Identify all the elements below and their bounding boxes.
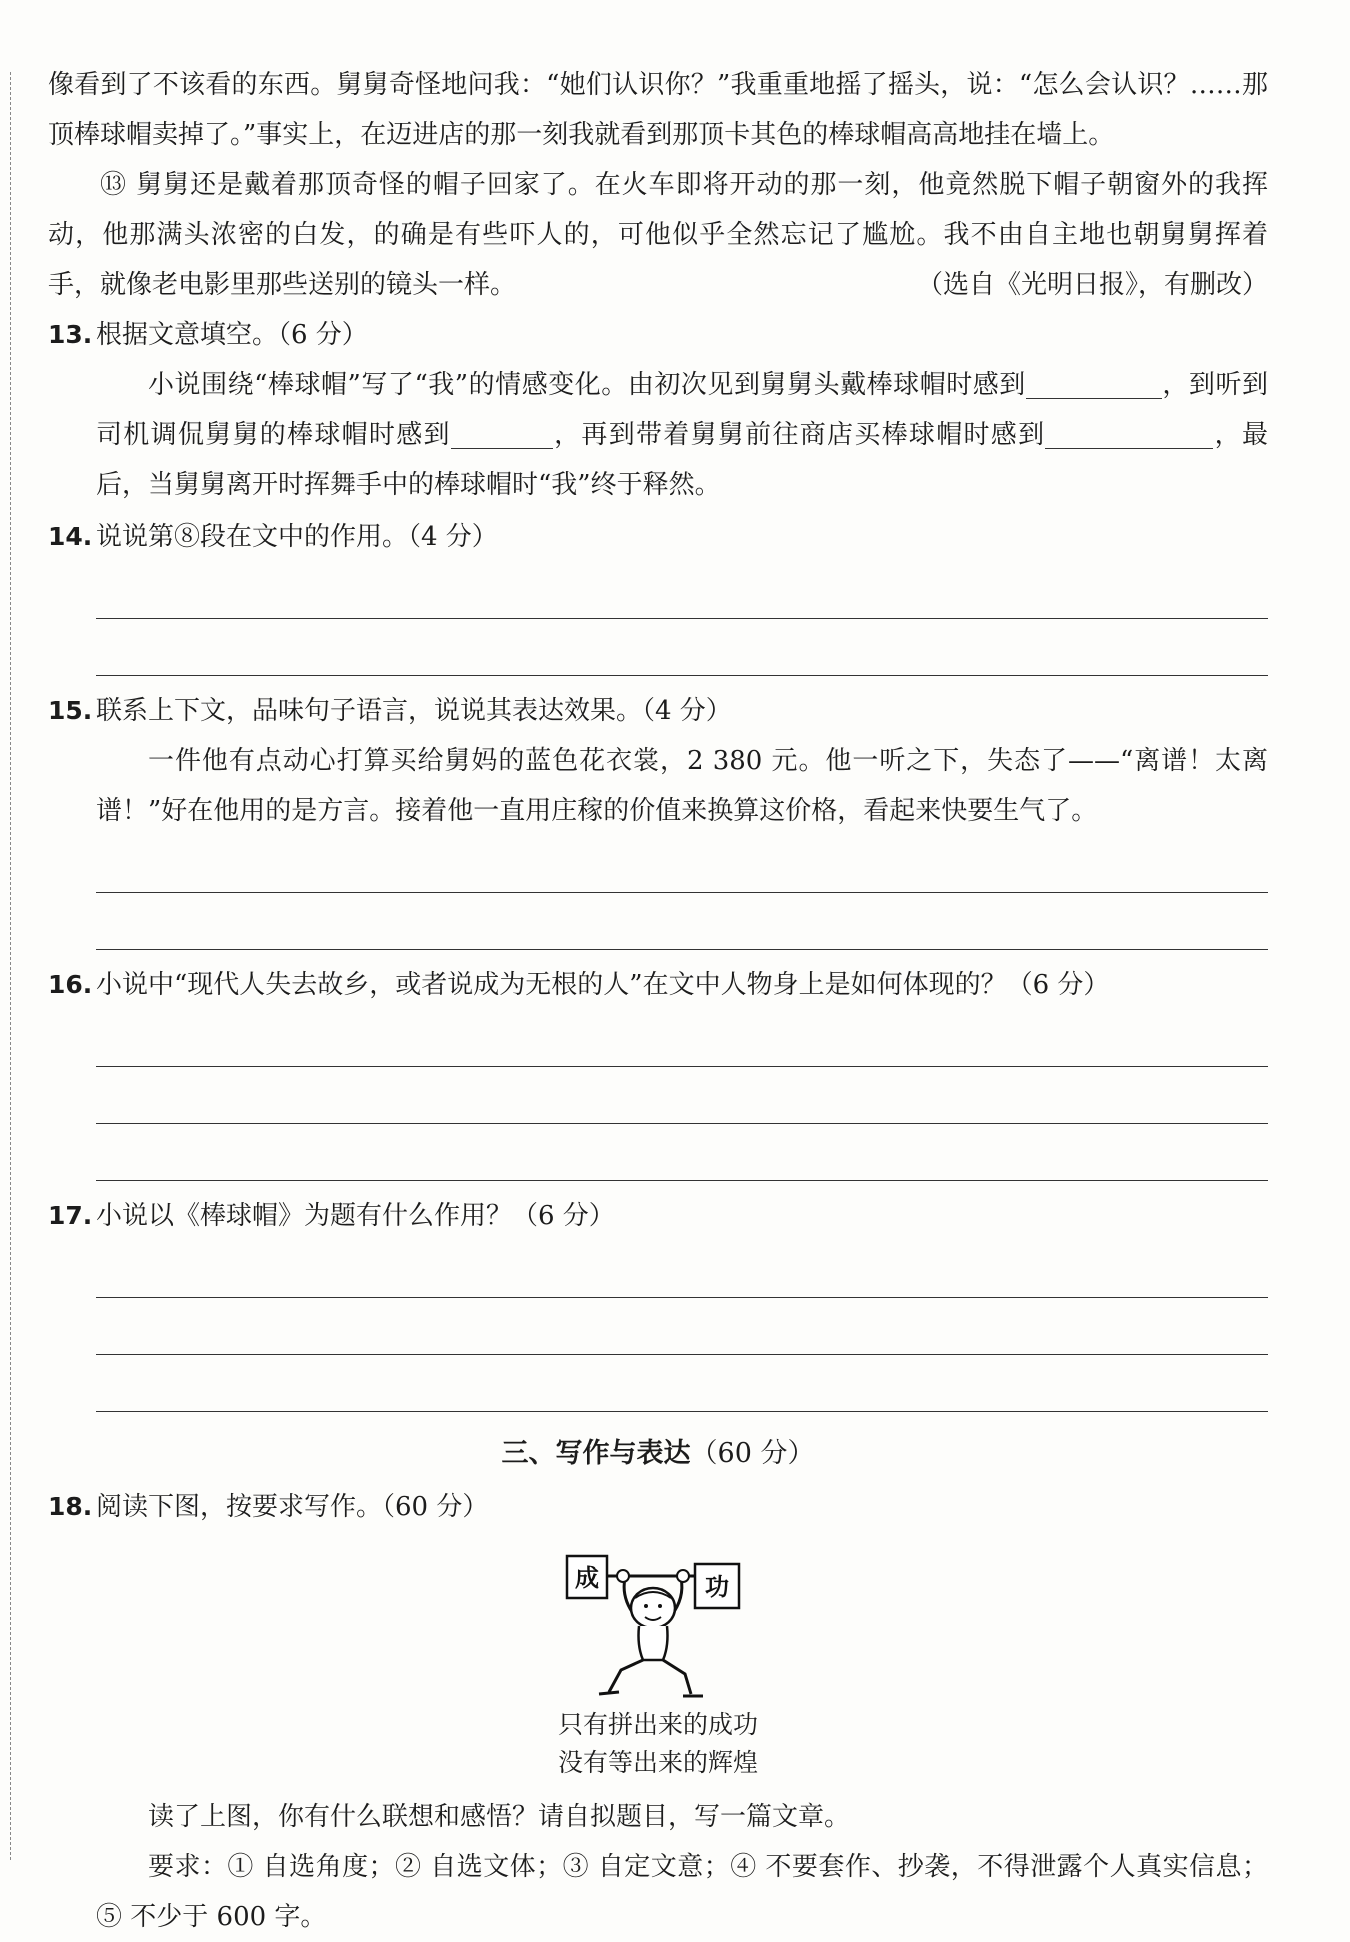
weightlifter-illustration bbox=[48, 1542, 1268, 1706]
fill-text: ， bbox=[1161, 370, 1189, 400]
answer-line[interactable] bbox=[96, 1241, 1268, 1298]
figure-caption-2: 没有等出来的辉煌 bbox=[557, 1748, 758, 1777]
exam-page bbox=[48, 60, 1268, 1942]
section-points: （60 分） bbox=[690, 1438, 815, 1469]
figure-caption-1: 只有拼出来的成功 bbox=[557, 1710, 758, 1739]
source-citation: （选自《光明日报》，有删改） bbox=[916, 270, 1268, 300]
answer-line[interactable] bbox=[96, 1010, 1268, 1067]
fill-blank-3a[interactable] bbox=[1045, 418, 1129, 449]
question-prompt: 联系上下文，品味句子语言，说说其表达效果。（4 分） bbox=[96, 696, 732, 726]
answer-line[interactable] bbox=[96, 1298, 1268, 1355]
question-number: 15. bbox=[48, 696, 93, 725]
passage-paragraph-end: 像看到了不该看的东西。舅舅奇怪地问我：“她们认识你？”我重重地摇了摇头，说：“怎么会认识？……那顶棒球帽卖掉了。”事实上，在迈进店的那一刻我就看到那顶卡其色的棒球帽高高地挂在墙上。 bbox=[48, 70, 1268, 150]
question-number: 18. bbox=[48, 1492, 93, 1521]
question-14 bbox=[48, 512, 1268, 562]
writing-requirements: 要求：① 自选角度；② 自选文体；③ 自定文意；④ 不要套作、抄袭，不得泄露个人真实信息；⑤ 不少于 600 字。 bbox=[96, 1852, 1268, 1932]
fill-text: ，再到带着舅舅前往商店买棒球帽时感到 bbox=[552, 420, 1046, 450]
question-prompt: 阅读下图，按要求写作。（60 分） bbox=[96, 1492, 489, 1522]
writing-instruction: 读了上图，你有什么联想和感悟？请自拟题目，写一篇文章。 bbox=[148, 1802, 851, 1832]
answer-line[interactable] bbox=[96, 1124, 1268, 1181]
question-prompt: 根据文意填空。（6 分） bbox=[96, 320, 368, 350]
fill-blank-1[interactable] bbox=[1026, 368, 1162, 399]
answer-line[interactable] bbox=[96, 562, 1268, 619]
paragraph-13-text: ⑬ 舅舅还是戴着那顶奇怪的帽子回家了。在火车即将开动的那一刻，他竟然脱下帽子朝窗外的我挥动，他那满头浓密的白发，的确是有些吓人的，可他似乎全然忘记了尴尬。我不由自主地也朝舅舅挥着手，就像老电影里那些送别的镜头一样。 bbox=[48, 170, 1268, 300]
section-title-text: 三、写作与表达 bbox=[501, 1438, 691, 1469]
question-18 bbox=[48, 1482, 1268, 1532]
fill-text: 到听到司机调侃舅舅的棒球帽时感到 bbox=[96, 370, 1268, 450]
question-17 bbox=[48, 1191, 1268, 1241]
sign-right-text: 功 bbox=[705, 1573, 729, 1601]
question-15-quote: 一件他有点动心打算买给舅妈的蓝色花衣裳，2 380 元。他一听之下，失态了——“离谱！太离谱！”好在他用的是方言。接着他一直用庄稼的价值来换算这价格，看起来快要生气了。 bbox=[96, 746, 1268, 826]
question-16 bbox=[48, 960, 1268, 1010]
question-13-body bbox=[96, 360, 1268, 510]
question-prompt: 说说第⑧段在文中的作用。（4 分） bbox=[96, 522, 498, 552]
fill-text: 小说围绕“棒球帽”写了“我”的情感变化。由初次见到舅舅头戴棒球帽时感到 bbox=[148, 370, 1026, 400]
question-number: 13. bbox=[48, 320, 93, 349]
answer-line[interactable] bbox=[96, 619, 1268, 676]
answer-line[interactable] bbox=[96, 836, 1268, 893]
question-number: 16. bbox=[48, 970, 93, 999]
fill-blank-2[interactable] bbox=[451, 418, 553, 449]
question-number: 17. bbox=[48, 1201, 93, 1230]
answer-line[interactable] bbox=[96, 893, 1268, 950]
section-title bbox=[48, 1426, 1268, 1482]
answer-line[interactable] bbox=[96, 1355, 1268, 1412]
sign-left-text: 成 bbox=[575, 1564, 599, 1592]
fill-text: ，最后，当舅舅离开时挥舞手中的棒球帽时“我”终于释然。 bbox=[96, 420, 1268, 500]
fill-blank-3b[interactable] bbox=[1129, 418, 1213, 449]
question-prompt: 小说以《棒球帽》为题有什么作用？（6 分） bbox=[96, 1201, 615, 1231]
margin-rule bbox=[10, 72, 11, 1860]
question-prompt: 小说中“现代人失去故乡，或者说成为无根的人”在文中人物身上是如何体现的？（6 分） bbox=[96, 970, 1110, 1000]
question-number: 14. bbox=[48, 522, 93, 551]
answer-line[interactable] bbox=[96, 1067, 1268, 1124]
question-15 bbox=[48, 686, 1268, 736]
cartoon-figure bbox=[563, 1542, 753, 1702]
question-13 bbox=[48, 310, 1268, 360]
